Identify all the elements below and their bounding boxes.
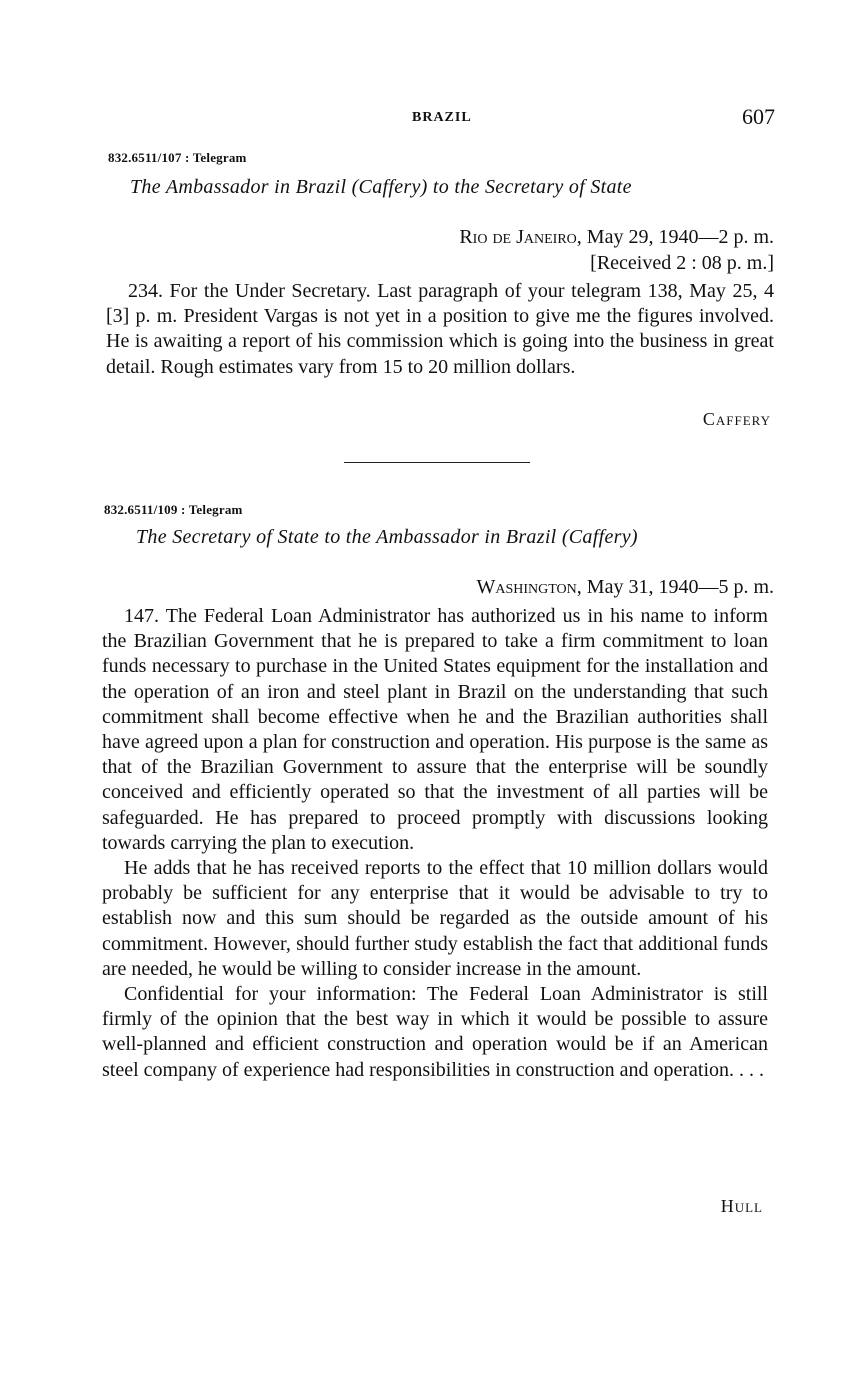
doc2-file-ref: 832.6511/109 : Telegram: [104, 502, 243, 517]
doc2-paragraph-1: 147. The Federal Loan Administrator has authorized us in his name to inform the Brazilian Government that he is prepared to take a firm commitment to loan funds necessary to purchase in the United States equipment for the installation and the operation of an iron and steel plant in Brazil on the understanding that such commitment shall become effective when he and the Brazilian authorities shall have agreed upon a plan for construction and operation. His purpose is the same as that of the Brazilian Government to assure that the enterprise will be soundly conceived and efficiently operated so that the investment of all parties will be safeguarded. He has prepared to proceed promptly with discussions looking towards carrying the plan to execution.: [102, 605, 768, 854]
page-number: 607: [742, 104, 775, 129]
doc1-dateline: [108, 226, 774, 249]
running-head: [0, 104, 863, 132]
doc1-received: [Received 2 : 08 p. m.]: [590, 252, 774, 274]
doc2-dateline-date: , May 31, 1940—5 p. m.: [576, 576, 774, 598]
doc2-heading: The Secretary of State to the Ambassador in Brazil (Caffery): [136, 526, 638, 548]
doc1-file-ref: 832.6511/107 : Telegram: [108, 150, 247, 165]
doc1-heading: The Ambassador in Brazil (Caffery) to the Secretary of State: [130, 176, 632, 198]
doc1-dateline-date: , May 29, 1940—2 p. m.: [576, 226, 774, 248]
section-divider: [344, 462, 530, 463]
doc2-paragraph-2: He adds that he has received reports to the effect that 10 million dollars would probably be sufficient for any enterprise that it would be advisable to try to establish now and this sum should be regarded as the outside amount of his commitment. However, should further study establish the fact that additional funds are needed, he would be willing to consider increase in the amount.: [102, 857, 768, 980]
doc2-dateline-place: Washington: [476, 576, 577, 598]
doc1-body: [106, 279, 774, 380]
doc1-signature: Caffery: [702, 409, 771, 429]
doc2-signature: Hull: [720, 1196, 763, 1216]
running-head-title: BRAZIL: [412, 110, 472, 125]
doc1-dateline-place: Rio de Janeiro: [459, 226, 577, 248]
doc2-body: [102, 604, 768, 1083]
doc2-dateline: [104, 576, 774, 599]
doc1-paragraph-1: 234. For the Under Secretary. Last paragraph of your telegram 138, May 25, 4 [3] p. m. President Vargas is not yet in a position to give me the figures involved. He is awaiting a report of his commission which is going into the business in great detail. Rough estimates vary from 15 to 20 million dollars.: [106, 280, 774, 378]
doc2-paragraph-3: Confidential for your information: The Federal Loan Administrator is still firmly of the opinion that the best way in which it would be possible to assure well-planned and efficient construction and operation would be if an American steel company of experience had responsibilities in construction and operation. . . .: [102, 983, 768, 1081]
